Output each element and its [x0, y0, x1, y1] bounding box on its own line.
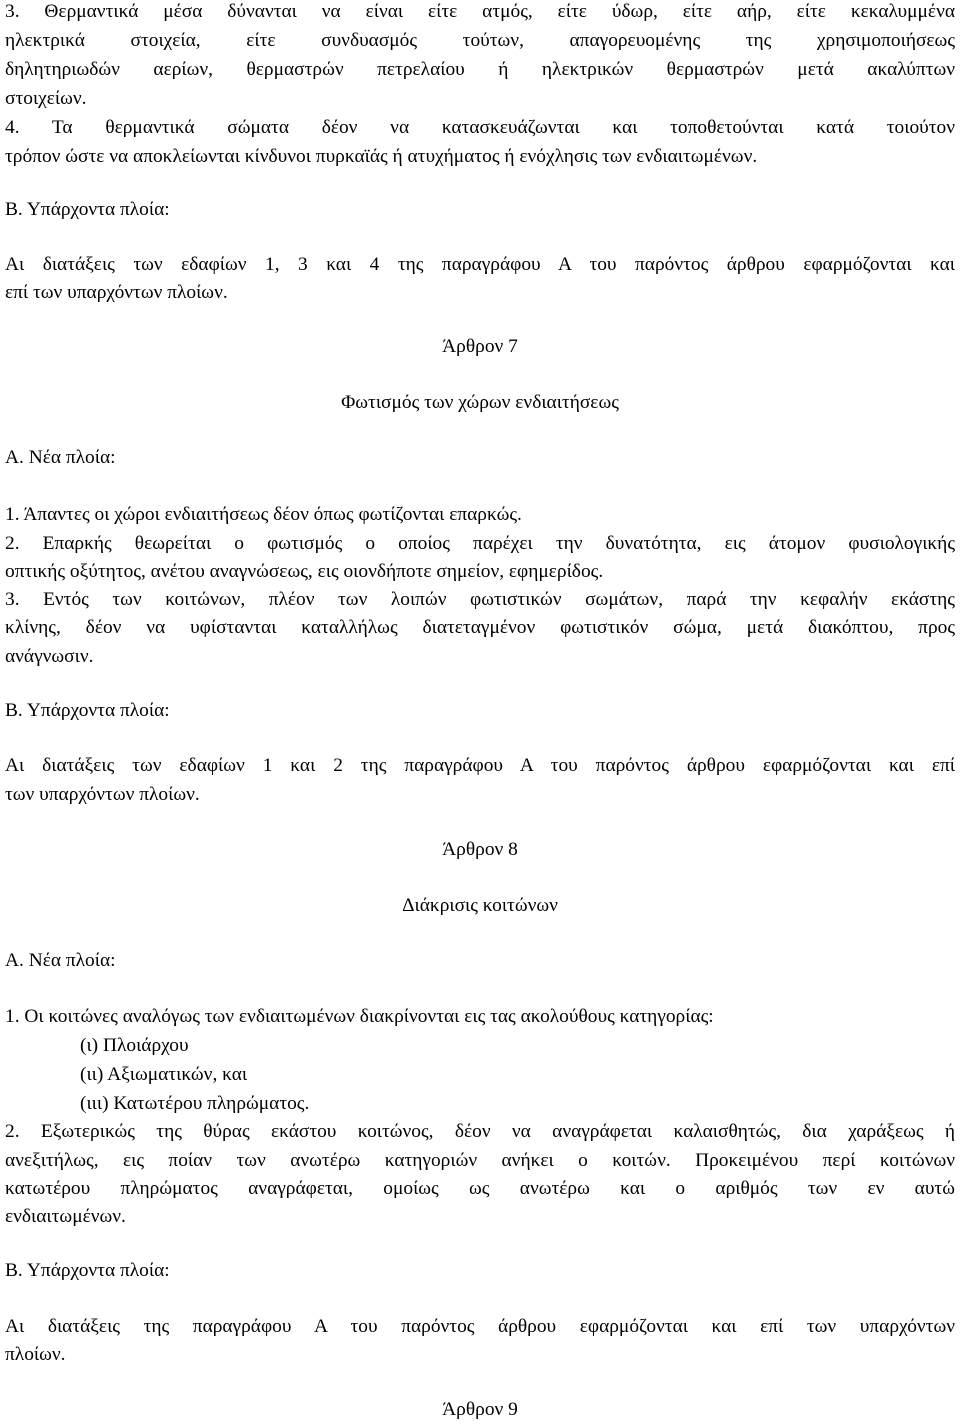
top-p3-line1: 3. Θερμαντικά μέσα δύνανται να είναι είτε ατμός, είτε ύδωρ, είτε αήρ, είτε κεκαλυμμένα [5, 1, 955, 22]
article-7-title: Άρθρον 7 [442, 336, 518, 357]
section-b-line2: επί των υπαρχόντων πλοίων. [5, 282, 228, 303]
top-p4-line2: τρόπον ώστε να αποκλείωνται κίνδυνοι πυρκαϊάς ή ατυχήματος ή ενόχλησις των ενδιαιτωμένων. [5, 146, 758, 167]
article-7-b-line1: Αι διατάξεις των εδαφίων 1 και 2 της παραγράφου Α του παρόντος άρθρου εφαρμόζονται και επί [5, 755, 955, 776]
section-b-heading: Β. Υπάρχοντα πλοία: [5, 199, 170, 220]
article-7-p1: 1. Άπαντες οι χώροι ενδιαιτήσεως δέον όπως φωτίζονται επαρκώς. [5, 504, 522, 525]
article-8-title: Άρθρον 8 [442, 839, 518, 860]
article-7-p3-line2: κλίνης, δέον να υφίστανται καταλλήλως διατεταγμένον φωτιστικόν σώμα, μετά διακόπτου, προς [5, 617, 955, 638]
article-7-p2-line1: 2. Επαρκής θεωρείται ο φωτισμός ο οποίος παρέχει την δυνατότητα, εις άτομον φυσιολογικής [5, 533, 955, 554]
top-p3-line4: στοιχείων. [5, 88, 87, 109]
list-item: (ιι) Αξιωματικών, και [80, 1064, 248, 1085]
article-8-p1: 1. Οι κοιτώνες αναλόγως των ενδιαιτωμένων διακρίνονται εις τας ακολούθους κατηγορίας: [5, 1006, 714, 1027]
article-7-p3-line1: 3. Εντός των κοιτώνων, πλέον των λοιπών φωτιστικών σωμάτων, παρά την κεφαλήν εκάστης [5, 589, 955, 610]
article-8-p2-line4: ενδιαιτωμένων. [5, 1206, 126, 1227]
article-8-p2-line1: 2. Εξωτερικώς της θύρας εκάστου κοιτώνος, δέον να αναγράφεται καλαισθητώς, δια χαράξεως ή [5, 1121, 955, 1142]
list-item: (ι) Πλοιάρχου [80, 1035, 189, 1056]
article-8-b-line2: πλοίων. [5, 1344, 66, 1365]
top-p4-line1: 4. Τα θερμαντικά σώματα δέον να κατασκευάζωνται και τοποθετούνται κατά τοιούτον [5, 117, 955, 138]
article-8-section-b: Β. Υπάρχοντα πλοία: [5, 1260, 170, 1281]
article-7-b-line2: των υπαρχόντων πλοίων. [5, 784, 200, 805]
article-8-p2-line3: κατωτέρου πληρώματος αναγράφεται, ομοίως ως ανωτέρω και ο αριθμός των εν αυτώ [5, 1178, 955, 1199]
article-8-section-a: Α. Νέα πλοία: [5, 950, 116, 971]
article-8-p2-line2: ανεξιτήλως, εις ποίαν των ανωτέρω κατηγοριών ανήκει ο κοιτών. Προκειμένου περί κοιτώνων [5, 1150, 955, 1171]
top-p3-line3: δηλητηριωδών αερίων, θερμαστρών πετρελαίου ή ηλεκτρικών θερμαστρών μετά ακαλύπτων [5, 59, 955, 80]
section-b-line1: Αι διατάξεις των εδαφίων 1, 3 και 4 της παραγράφου Α του παρόντος άρθρου εφαρμόζονται και [5, 254, 955, 275]
article-7-section-a: Α. Νέα πλοία: [5, 447, 116, 468]
article-7-p2-line2: οπτικής οξύτητος, ανέτου αναγνώσεως, εις οιονδήποτε σημείον, εφημερίδος. [5, 561, 604, 582]
article-9-title: Άρθρον 9 [442, 1399, 518, 1420]
top-p3-line2: ηλεκτρικά στοιχεία, είτε συνδυασμός τούτων, απαγορευομένης της χρησιμοποιήσεως [5, 30, 955, 51]
article-8-b-line1: Αι διατάξεις της παραγράφου Α του παρόντος άρθρου εφαρμόζονται και επί των υπαρχόντων [5, 1316, 955, 1337]
article-7-section-b: Β. Υπάρχοντα πλοία: [5, 700, 170, 721]
list-item: (ιιι) Κατωτέρου πληρώματος. [80, 1093, 310, 1114]
article-8-subtitle: Διάκρισις κοιτώνων [402, 895, 558, 916]
article-7-subtitle: Φωτισμός των χώρων ενδιαιτήσεως [341, 392, 619, 413]
article-7-p3-line3: ανάγνωσιν. [5, 646, 94, 667]
